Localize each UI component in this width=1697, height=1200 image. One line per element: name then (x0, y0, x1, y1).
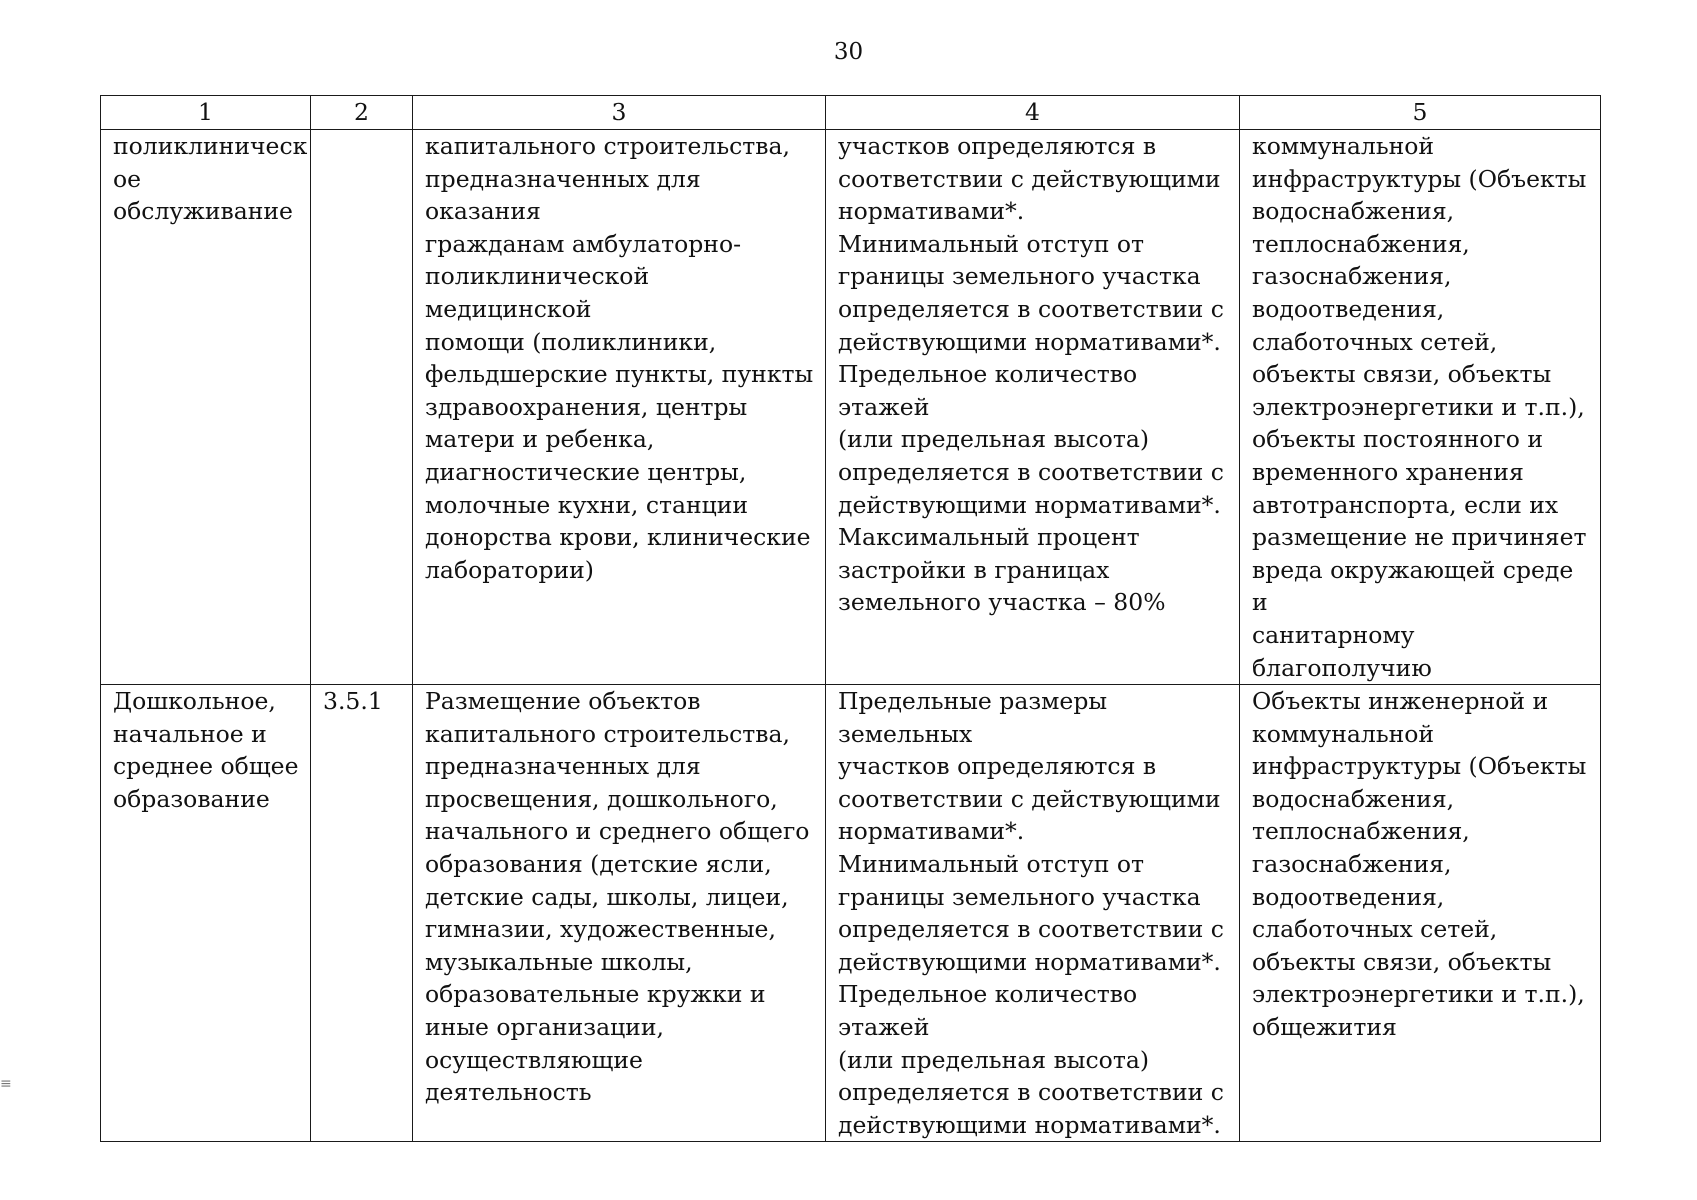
regulations-table (100, 95, 1601, 1142)
auxiliary-uses-cell: коммунальной инфраструктуры (Объекты водоснабжения, теплоснабжения, газоснабжения, водоотведения, слаботочных сетей, объекты связи, объекты электроэнергетики и т.п.), объекты постоянного и временного хранения автотранспорта, если их размещение не причиняет вреда окружающей среде и санитарному благополучию (1240, 130, 1601, 685)
building-parameters-cell: Предельные размеры земельных участков определяются в соответствии с действующими нормативами*. Минимальный отступ от границы земельного участка определяется в соответствии с действующими нормативами*. Предельное количество этажей (или предельная высота) определяется в соответствии с действующими нормативами*. (826, 685, 1240, 1142)
table-row (101, 685, 1601, 1142)
table-row (101, 130, 1601, 685)
land-use-name-cell: Дошкольное, начальное и среднее общее образование (101, 685, 311, 1142)
auxiliary-uses-cell: Объекты инженерной и коммунальной инфраструктуры (Объекты водоснабжения, теплоснабжения, газоснабжения, водоотведения, слаботочных сетей, объекты связи, объекты электроэнергетики и т.п.), общежития (1240, 685, 1601, 1142)
scan-margin-mark: ≡ (0, 1076, 12, 1092)
land-use-description-cell: Размещение объектов капитального строительства, предназначенных для просвещения, дошкольного, начального и среднего общего образования (детские ясли, детские сады, школы, лицеи, гимназии, художественные, музыкальные школы, образовательные кружки и иные организации, осуществляющие деятельность (413, 685, 826, 1142)
table-header-row (101, 96, 1601, 130)
column-header-5: 5 (1240, 96, 1601, 130)
column-header-1: 1 (101, 96, 311, 130)
column-header-3: 3 (413, 96, 826, 130)
page-number: 30 (833, 39, 864, 65)
land-use-description-cell: капитального строительства, предназначенных для оказания гражданам амбулаторно- поликлинической медицинской помощи (поликлиники, фельдшерские пункты, пункты здравоохранения, центры матери и ребенка, диагностические центры, молочные кухни, станции донорства крови, клинические лаборатории) (413, 130, 826, 685)
building-parameters-cell: участков определяются в соответствии с действующими нормативами*. Минимальный отступ от границы земельного участка определяется в соответствии с действующими нормативами*. Предельное количество этажей (или предельная высота) определяется в соответствии с действующими нормативами*. Максимальный процент застройки в границах земельного участка – 80% (826, 130, 1240, 685)
land-use-code-cell: 3.5.1 (311, 685, 413, 1142)
column-header-2: 2 (311, 96, 413, 130)
column-header-4: 4 (826, 96, 1240, 130)
land-use-code-cell (311, 130, 413, 685)
land-use-name-cell: поликлиническ ое обслуживание (101, 130, 311, 685)
